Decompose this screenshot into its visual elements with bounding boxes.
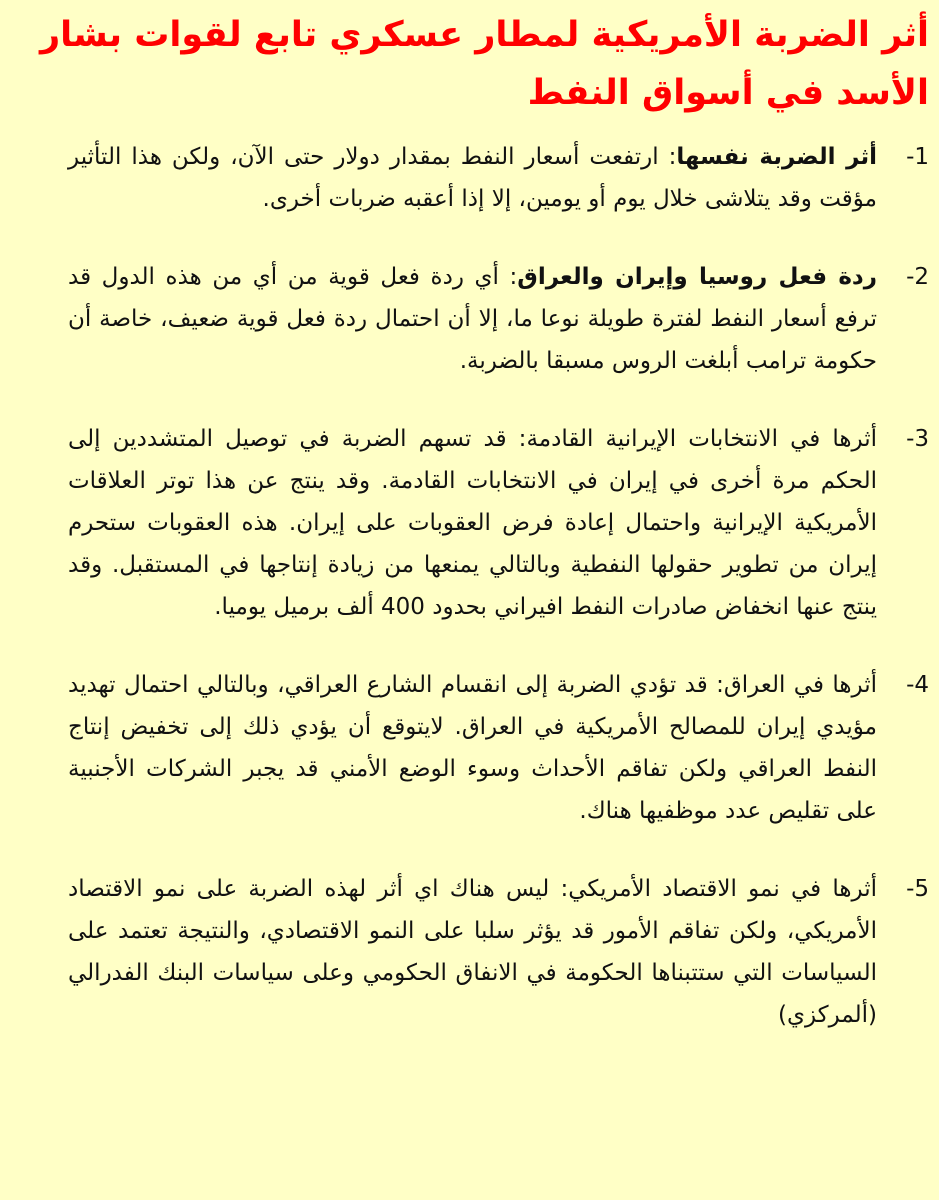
item-body: : ليس هناك اي أثر لهذه الضربة على نمو الاقتصاد الأمريكي، ولكن تفاقم الأمور قد يؤثر سلبا على النمو الاقتصادي، والنتيجة تعتمد على السياسات التي ستتبناها الحكومة في الانفاق الحكومي وعلى سياسات البنك الفدرالي (ألمركزي)	[68, 876, 877, 1028]
item-body: : ارتفعت أسعار النفط بمقدار دولار حتى الآن، ولكن هذا التأثير مؤقت وقد يتلاشى خلال يوم أو يومين، إلا إذا أعقبه ضربات أخرى.	[68, 144, 877, 212]
item-text	[8, 256, 877, 382]
item-lead: ردة فعل روسيا وإيران والعراق	[517, 264, 877, 290]
points-list	[8, 136, 929, 1036]
list-item-5	[8, 868, 929, 1036]
list-item-2	[8, 256, 929, 382]
item-text	[8, 868, 877, 1036]
item-lead: أثرها في نمو الاقتصاد الأمريكي	[568, 876, 877, 902]
item-number: -2	[906, 264, 929, 290]
item-number: -3	[906, 426, 929, 452]
item-body: : قد تسهم الضربة في توصيل المتشددين إلى الحكم مرة أخرى في إيران في الانتخابات القادمة. وقد ينتج عن هذا توتر العلاقات الأمريكية الإيرانية واحتمال إعادة فرض العقوبات على إيران. هذه العقوبات ستحرم إيران من تطوير حقولها النفطية وبالتالي يمنعها من زيادة إنتاجها في المستقبل. وقد ينتج عنها انخفاض صادرات النفط افيراني بحدود 400 ألف برميل يوميا.	[68, 426, 877, 620]
item-text	[8, 136, 877, 220]
item-lead: أثر الضربة نفسها	[676, 144, 877, 170]
item-lead: أثرها في العراق	[723, 672, 877, 698]
item-text	[8, 418, 877, 628]
item-body: : أي ردة فعل قوية من أي من هذه الدول قد ترفع أسعار النفط لفترة طويلة نوعا ما، إلا أن احتمال ردة فعل قوية ضعيف، خاصة أن حكومة ترامب أبلغت الروس مسبقا بالضربة.	[68, 264, 877, 374]
item-text	[8, 664, 877, 832]
list-item-4	[8, 664, 929, 832]
list-item-3	[8, 418, 929, 628]
item-body: : قد تؤدي الضربة إلى انقسام الشارع العراقي، وبالتالي احتمال تهديد مؤيدي إيران للمصالح الأمريكية في العراق. لايتوقع أن يؤدي ذلك إلى تخفيض إنتاج النفط العراقي ولكن تفاقم الأحداث وسوء الوضع الأمني قد يجبر الشركات الأجنبية على تقليص عدد موظفيها هناك.	[68, 672, 877, 824]
item-number: -4	[906, 672, 929, 698]
item-lead: أثرها في الانتخابات الإيرانية القادمة	[526, 426, 878, 452]
page-title: أثر الضربة الأمريكية لمطار عسكري تابع لقوات بشار الأسد في أسواق النفط	[39, 15, 929, 113]
item-number: -1	[906, 144, 929, 170]
item-number: -5	[906, 876, 929, 902]
list-item-1	[8, 136, 929, 220]
